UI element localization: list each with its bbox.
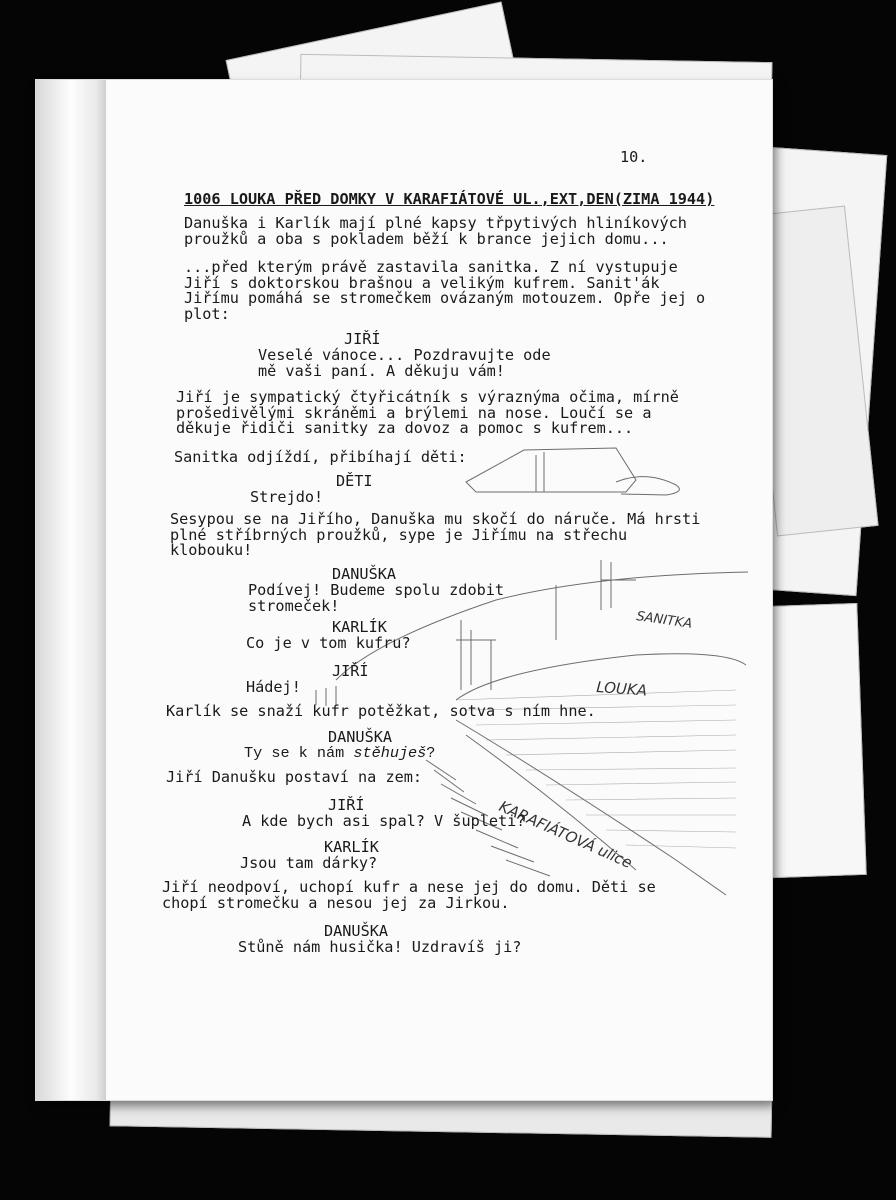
dialogue-danuska-2-italic: stěhuješ xyxy=(353,744,427,762)
action-1: Danuška i Karlík mají plné kapsy třpytivých hliníkových proužků a oba s pokladem běží k brance jejich domu... xyxy=(184,214,687,248)
character-deti: DĚTI xyxy=(336,472,373,490)
dialogue-danuska-2 xyxy=(244,746,435,762)
dialogue-danuska-2-end: ? xyxy=(426,744,436,762)
character-danuska-1: DANUŠKA xyxy=(332,565,397,583)
scene-heading: 1006 LOUKA PŘED DOMKY V KARAFIÁTOVÉ UL.,EXT,DEN(ZIMA 1944) xyxy=(184,190,715,208)
character-karlik-2: KARLÍK xyxy=(324,838,379,856)
action-4: Sanitka odjíždí, přibíhají děti: xyxy=(174,448,467,466)
sketch-label-louka: LOUKA xyxy=(595,678,648,700)
action-2: ...před kterým právě zastavila sanitka. Z ní vystupuje Jiří s doktorskou brašnou a velikým kufrem. Sanit'ák Jiřímu pomáhá se stromečkem ovázaným motouzem. Opře jej o plot: xyxy=(184,258,706,323)
character-danuska-2: DANUŠKA xyxy=(328,728,393,746)
dialogue-jiri-1: Veselé vánoce... Pozdravujte ode mě vaši paní. A děkuju vám! xyxy=(258,346,551,380)
character-jiri-1: JIŘÍ xyxy=(344,330,381,348)
dialogue-danuska-3: Stůně nám husička! Uzdravíš ji? xyxy=(238,938,522,956)
action-6: Karlík se snaží kufr potěžkat, sotva s ním hne. xyxy=(166,702,596,720)
action-8: Jiří neodpoví, uchopí kufr a nese jej do domu. Děti se chopí stromečku a nesou jej za Jirkou. xyxy=(162,878,656,912)
character-jiri-2: JIŘÍ xyxy=(332,662,369,680)
action-7: Jiří Danušku postaví na zem: xyxy=(166,768,423,786)
dialogue-deti: Strejdo! xyxy=(250,488,324,506)
action-5: Sesypou se na Jiřího, Danuška mu skočí do náruče. Má hrsti plné stříbrných proužků, sype je Jiřímu na střechu klobouku! xyxy=(170,510,701,559)
action-3: Jiří je sympatický čtyřicátník s výraznýma očima, mírně prošedivělými skráněmi a brýlemi na nose. Loučí se a děkuje řidiči sanitky za dovoz a pomoc s kufrem... xyxy=(176,388,679,437)
dialogue-jiri-2: Hádej! xyxy=(246,678,301,696)
script-page xyxy=(36,80,772,1100)
dialogue-danuska-2-plain: Ty se k nám xyxy=(244,744,354,762)
dialogue-danuska-1: Podívej! Budeme spolu zdobit stromeček! xyxy=(248,581,505,615)
character-jiri-3: JIŘÍ xyxy=(328,796,365,814)
dialogue-karlik-1: Co je v tom kufru? xyxy=(246,634,411,652)
character-karlik-1: KARLÍK xyxy=(332,618,387,636)
sketch-label-sanitka: SANITKA xyxy=(635,609,694,632)
sketch-label-ulice: KARAFIÁTOVÁ ulice xyxy=(496,797,635,873)
page-number: 10. xyxy=(620,148,648,166)
character-danuska-3: DANUŠKA xyxy=(324,922,389,940)
dialogue-jiri-3: A kde bych asi spal? V šupleti? xyxy=(242,812,526,830)
dialogue-karlik-2: Jsou tam dárky? xyxy=(240,854,378,872)
